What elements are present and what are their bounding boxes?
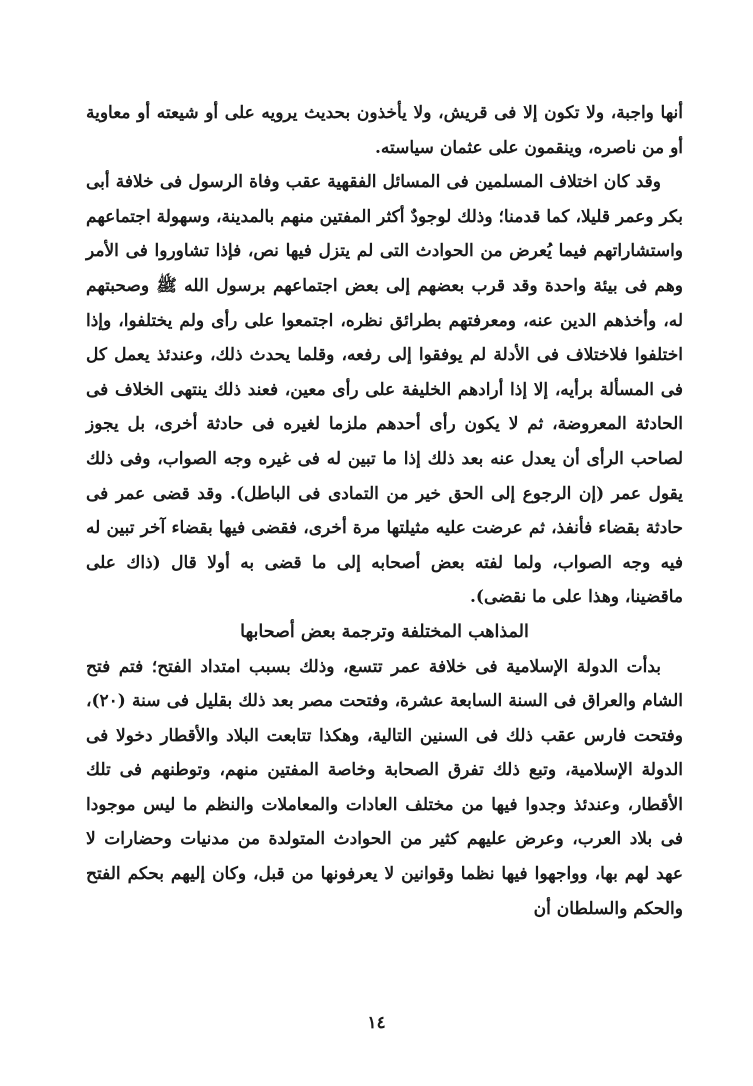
paragraph-continuation: أنها واجبة، ولا تكون إلا فى قريش، ولا يأخذون بحديث يرويه على أو شيعته أو معاوية أو من ناصره، وينقمون على عثمان سياسته. bbox=[86, 103, 683, 158]
paragraph-expansion: بدأت الدولة الإسلامية فى خلافة عمر تتسع، وذلك بسبب امتداد الفتح؛ فتم فتح الشام والعراق فى السنة السابعة عشرة، وفتحت مصر بعد ذلك بقليل فى سنة (٢٠)، وفتحت فارس عقب ذلك فى السنين التالية، وهكذا تتابعت البلاد والأقطار دخولا فى الدولة الإسلامية، وتبع ذلك تفرق الصحابة وخاصة المفتين منهم، وتوطنهم فى تلك الأقطار، وعندئذ وجدوا فيها من مختلف العادات والمعاملات والنظم ما ليس موجودا فى بلاد العرب، وعرض عليهم كثير من الحوادث المتولدة من مدنيات وحضارات لا عهد لهم بها، وواجهوا فيها نظما وقوانين لا يعرفونها من قبل، وكان إليهم بحكم الفتح والحكم والسلطان أن bbox=[86, 656, 683, 919]
section-heading: المذاهب المختلفة وترجمة بعض أصحابها bbox=[240, 621, 529, 642]
page-number: ١٤ bbox=[367, 1013, 386, 1033]
body-text bbox=[86, 96, 683, 926]
paragraph-fiqh-differences: وقد كان اختلاف المسلمين فى المسائل الفقهية عقب وفاة الرسول فى خلافة أبى بكر وعمر قليلا، كما قدمنا؛ وذلك لوجودٌ أكثر المفتين منهم بالمدينة، وسهولة اجتماعهم واستشاراتهم فيما يُعرض من الحوادث التى لم يتزل فيها نص، فإذا تشاوروا فى الأمر وهم فى بيئة واحدة وقد قرب بعضهم إلى بعض اجتماعهم برسول الله ﷺ وصحبتهم له، وأخذهم الدين عنه، ومعرفتهم بطرائق نظره، اجتمعوا على رأى ولم يختلفوا، وإذا اختلفوا فلاختلاف فى الأدلة لم يوفقوا إلى رفعه، وقلما يحدث ذلك، وعندئذ يعمل كل فى المسألة برأيه، إلا إذا أرادهم الخليفة على رأى معين، فعند ذلك ينتهى الخلاف فى الحادثة المعروضة، ثم لا يكون رأى أحدهم ملزما لغيره فى حادثة أخرى، بل يجوز لصاحب الرأى أن يعدل عنه بعد ذلك إذا ما تبين له فى غيره وجه الصواب، وفى ذلك يقول عمر (إن الرجوع إلى الحق خير من التمادى فى الباطل). وقد قضى عمر فى حادثة بقضاء فأنفذ، ثم عرضت عليه مثيلتها مرة أخرى، فقضى فيها بقضاء آخر تبين له فيه وجه الصواب، ولما لفته بعض أصحابه إلى ما قضى به أولا قال (ذاك على ماقضينا، وهذا على ما نقضى). bbox=[86, 172, 683, 608]
